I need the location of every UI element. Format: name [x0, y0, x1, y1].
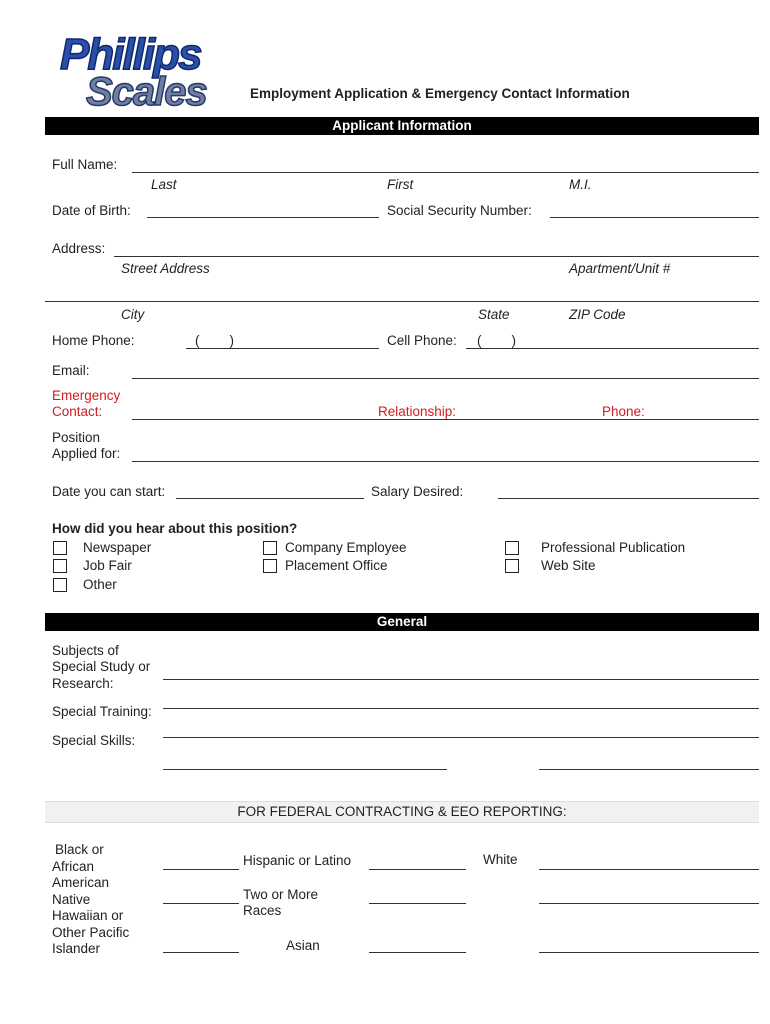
- start-date-field[interactable]: [176, 498, 364, 499]
- position-label-line2: Applied for:: [52, 446, 121, 461]
- email-label: Email:: [52, 363, 90, 378]
- newspaper-checkbox[interactable]: [53, 541, 67, 555]
- asian-label: Asian: [286, 938, 320, 953]
- street-address-field[interactable]: [114, 256, 759, 257]
- two-or-more-field[interactable]: [369, 903, 466, 904]
- native-hawaiian-field[interactable]: [163, 903, 239, 904]
- section-header-general: General: [45, 613, 759, 631]
- home-phone-label: Home Phone:: [52, 333, 135, 348]
- pacific-islander-label: [52, 842, 129, 958]
- section-header-applicant: Applicant Information: [45, 117, 759, 135]
- asian-field[interactable]: [369, 952, 466, 953]
- emergency-contact-label-line1: Emergency: [52, 388, 121, 403]
- emergency-contact-label-line2: Contact:: [52, 404, 103, 419]
- pacific-line-3: American: [52, 875, 110, 890]
- pacific-islander-field[interactable]: [163, 952, 239, 953]
- hispanic-latino-field[interactable]: [369, 869, 466, 870]
- job-fair-label: Job Fair: [83, 558, 132, 573]
- page-title: Employment Application & Emergency Contact Information: [250, 86, 630, 101]
- email-field[interactable]: [132, 378, 759, 379]
- special-skills-label: Special Skills:: [52, 733, 136, 748]
- special-skills-field[interactable]: [163, 737, 759, 738]
- cell-phone-label: Cell Phone:: [387, 333, 457, 348]
- start-date-label: Date you can start:: [52, 484, 166, 499]
- web-site-checkbox[interactable]: [505, 559, 519, 573]
- special-skills-field-extra-2[interactable]: [539, 769, 759, 770]
- cell-phone-parens: ( ): [477, 333, 516, 348]
- white-field[interactable]: [539, 869, 759, 870]
- relationship-label: Relationship:: [378, 404, 457, 419]
- subjects-label-line1: Subjects of: [52, 643, 119, 658]
- ssn-label: Social Security Number:: [387, 203, 532, 218]
- professional-publication-label: Professional Publication: [541, 540, 686, 555]
- zip-caption: ZIP Code: [569, 307, 626, 322]
- dob-label: Date of Birth:: [52, 203, 131, 218]
- white-label: White: [483, 852, 518, 867]
- pacific-line-6: Other Pacific: [52, 924, 130, 940]
- newspaper-label: Newspaper: [83, 540, 152, 555]
- pacific-line-1: Black or: [55, 842, 104, 857]
- special-training-label: Special Training:: [52, 704, 152, 719]
- subjects-label-line2: Special Study or: [52, 659, 151, 674]
- pacific-line-5: Hawaiian or: [52, 908, 124, 923]
- subjects-field[interactable]: [163, 679, 759, 680]
- logo-text-line1: Phillips: [60, 30, 201, 79]
- section-header-eeo: FOR FEDERAL CONTRACTING & EEO REPORTING:: [45, 801, 759, 823]
- middle-initial-caption: M.I.: [569, 177, 592, 192]
- emergency-phone-label: Phone:: [602, 404, 645, 419]
- special-skills-field-extra-1[interactable]: [163, 769, 447, 770]
- special-training-field[interactable]: [163, 708, 759, 709]
- salary-field[interactable]: [498, 498, 759, 499]
- subjects-label-line3: Research:: [52, 676, 114, 691]
- full-name-label: Full Name:: [52, 157, 118, 172]
- pacific-line-2: African: [52, 858, 95, 874]
- emergency-contact-field[interactable]: [132, 419, 759, 420]
- state-caption: State: [478, 307, 510, 322]
- street-address-caption: Street Address: [121, 261, 210, 276]
- position-field[interactable]: [132, 461, 759, 462]
- city-state-zip-field[interactable]: [45, 301, 759, 302]
- job-fair-checkbox[interactable]: [53, 559, 67, 573]
- two-or-more-label-line1: Two or More: [243, 887, 319, 902]
- company-employee-label: Company Employee: [285, 540, 407, 555]
- full-name-field[interactable]: [132, 172, 759, 173]
- apartment-caption: Apartment/Unit #: [569, 261, 671, 276]
- professional-publication-checkbox[interactable]: [505, 541, 519, 555]
- cell-phone-field[interactable]: [466, 348, 759, 349]
- ssn-field[interactable]: [550, 217, 759, 218]
- dob-field[interactable]: [147, 217, 379, 218]
- extra-race-field-1[interactable]: [539, 903, 759, 904]
- other-label: Other: [83, 577, 117, 592]
- first-name-caption: First: [387, 177, 414, 192]
- hispanic-latino-label: Hispanic or Latino: [243, 853, 352, 868]
- pacific-line-4: Native: [52, 891, 91, 907]
- home-phone-parens: ( ): [195, 333, 234, 348]
- pacific-line-7: Islander: [52, 941, 101, 956]
- placement-office-checkbox[interactable]: [263, 559, 277, 573]
- address-label: Address:: [52, 241, 106, 256]
- extra-race-field-2[interactable]: [539, 952, 759, 953]
- other-checkbox[interactable]: [53, 578, 67, 592]
- black-african-american-field[interactable]: [163, 869, 239, 870]
- position-label-line1: Position: [52, 430, 101, 445]
- web-site-label: Web Site: [541, 558, 596, 573]
- company-employee-checkbox[interactable]: [263, 541, 277, 555]
- city-caption: City: [121, 307, 145, 322]
- logo-text-line2: Scales: [86, 70, 207, 114]
- placement-office-label: Placement Office: [285, 558, 388, 573]
- home-phone-field[interactable]: [186, 348, 379, 349]
- two-or-more-label-line2: Races: [243, 903, 282, 918]
- hear-about-question: How did you hear about this position?: [52, 521, 298, 536]
- last-name-caption: Last: [151, 177, 177, 192]
- salary-label: Salary Desired:: [371, 484, 464, 499]
